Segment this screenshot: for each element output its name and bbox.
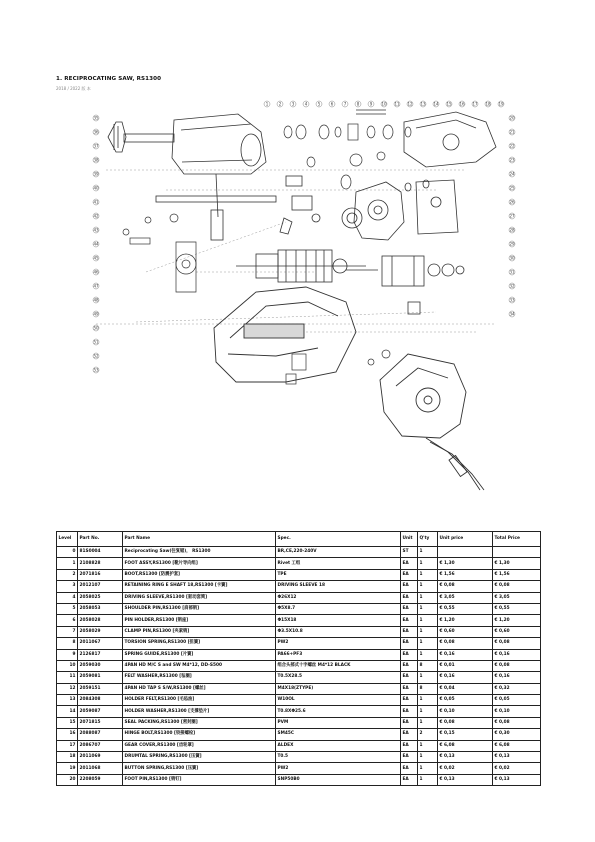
callout-label: 48 bbox=[93, 297, 99, 303]
cell-unit: EA bbox=[401, 569, 418, 580]
cell-unit: EA bbox=[401, 763, 418, 774]
table-row bbox=[57, 592, 541, 603]
cell-part-name: GEAR COVER,RS1300 [齿轮罩] bbox=[123, 740, 276, 751]
cell-part-no: 2012107 bbox=[78, 581, 123, 592]
cell-part-no: 2059030 bbox=[78, 660, 123, 671]
cell-level: 17 bbox=[57, 740, 78, 751]
cell-unit-price: € 0,13 bbox=[438, 774, 493, 785]
cell-unit: EA bbox=[401, 729, 418, 740]
cell-total-price: € 1,56 bbox=[493, 569, 541, 580]
cell-spec: T0.5X28.5 bbox=[276, 672, 401, 683]
cell-total-price: € 0,55 bbox=[493, 603, 541, 614]
cell-spec: BR,CE,220-240V bbox=[276, 547, 401, 558]
cell-unit: EA bbox=[401, 626, 418, 637]
callout-label: 31 bbox=[509, 269, 515, 275]
cell-unit-price: € 1,56 bbox=[438, 569, 493, 580]
cell-unit: EA bbox=[401, 649, 418, 660]
callout-label: 12 bbox=[407, 101, 413, 107]
cell-unit: EA bbox=[401, 695, 418, 706]
table-row bbox=[57, 638, 541, 649]
cell-total-price: € 0,16 bbox=[493, 672, 541, 683]
motor-housing-half bbox=[214, 287, 356, 382]
cell-unit-price: € 0,13 bbox=[438, 752, 493, 763]
table-row bbox=[57, 547, 541, 558]
cell-level: 10 bbox=[57, 660, 78, 671]
callout-label: 24 bbox=[509, 171, 515, 177]
cell-qty: 1 bbox=[418, 581, 438, 592]
cell-unit: EA bbox=[401, 603, 418, 614]
cell-part-name: DRUMTAL SPRING,RS1300 [压簧] bbox=[123, 752, 276, 763]
drive-shaft-part bbox=[156, 174, 312, 240]
cell-level: 18 bbox=[57, 752, 78, 763]
cell-qty: 1 bbox=[418, 774, 438, 785]
cell-part-no: 2058025 bbox=[78, 592, 123, 603]
cell-spec: Rivet 工组 bbox=[276, 558, 401, 569]
cell-level: 12 bbox=[57, 683, 78, 694]
cell-spec: PA66+PF3 bbox=[276, 649, 401, 660]
cell-part-name: DRIVING SLEEVE,RS1300 [驱动套筒] bbox=[123, 592, 276, 603]
cell-qty: 1 bbox=[418, 672, 438, 683]
table-row bbox=[57, 774, 541, 785]
cell-part-no: 2084308 bbox=[78, 695, 123, 706]
table-row bbox=[57, 558, 541, 569]
cell-part-name: SPRING GUIDE,RS1300 [片簧] bbox=[123, 649, 276, 660]
cell-total-price: € 0,08 bbox=[493, 717, 541, 728]
table-row bbox=[57, 569, 541, 580]
cell-spec: Φ5X8.7 bbox=[276, 603, 401, 614]
callout-label: 5 bbox=[317, 101, 321, 107]
callout-label: 21 bbox=[509, 129, 515, 135]
cell-level: 19 bbox=[57, 763, 78, 774]
callout-label: 1 bbox=[265, 101, 269, 107]
cell-unit: EA bbox=[401, 558, 418, 569]
cell-spec: M4X18(ZTYPE) bbox=[276, 683, 401, 694]
cell-total-price bbox=[493, 547, 541, 558]
cell-total-price: € 0,08 bbox=[493, 660, 541, 671]
cell-part-name: TORSION SPRING,RS1300 [扭簧] bbox=[123, 638, 276, 649]
cell-spec: T0.8XΦ25.6 bbox=[276, 706, 401, 717]
cell-qty: 1 bbox=[418, 752, 438, 763]
cell-part-name: HINGE BOLT,RS1300 [铰接螺栓] bbox=[123, 729, 276, 740]
cell-part-no: 2059151 bbox=[78, 683, 123, 694]
cell-spec: 组合头部式十字螺丝 M4*12 BLACK bbox=[276, 660, 401, 671]
cell-part-name: Reciprocating Saw(往复锯)， RS1300 bbox=[123, 547, 276, 558]
gear-housing bbox=[404, 112, 496, 191]
cell-part-no: 2071816 bbox=[78, 569, 123, 580]
cell-spec: ALDEX bbox=[276, 740, 401, 751]
cell-unit: EA bbox=[401, 752, 418, 763]
cell-part-no: 2071815 bbox=[78, 717, 123, 728]
callout-label: 51 bbox=[93, 339, 99, 345]
column-header-part-no: Part No. bbox=[78, 532, 123, 547]
cell-total-price: € 0,13 bbox=[493, 752, 541, 763]
cell-level: 9 bbox=[57, 649, 78, 660]
table-row bbox=[57, 706, 541, 717]
cell-unit-price: € 0,08 bbox=[438, 717, 493, 728]
cell-part-name: FOOT ASSY,RS1300 [靴片导向组] bbox=[123, 558, 276, 569]
callout-label: 36 bbox=[93, 129, 99, 135]
cell-unit-price: € 0,01 bbox=[438, 660, 493, 671]
callout-label: 37 bbox=[93, 143, 99, 149]
callout-label: 29 bbox=[509, 241, 515, 247]
cell-total-price: € 1,20 bbox=[493, 615, 541, 626]
cell-qty: 1 bbox=[418, 717, 438, 728]
cell-qty: 1 bbox=[418, 615, 438, 626]
cell-unit-price: € 1,20 bbox=[438, 615, 493, 626]
cell-qty: 1 bbox=[418, 763, 438, 774]
cell-part-name: 4PAN HD TAP S S/W,RS1300 [螺丝] bbox=[123, 683, 276, 694]
cell-unit-price: € 0,08 bbox=[438, 581, 493, 592]
cell-part-no: 2058029 bbox=[78, 626, 123, 637]
cell-unit: EA bbox=[401, 581, 418, 592]
callout-label: 26 bbox=[509, 199, 515, 205]
cell-level: 14 bbox=[57, 706, 78, 717]
callout-label: 17 bbox=[472, 101, 478, 107]
table-row bbox=[57, 581, 541, 592]
cell-spec: TPE bbox=[276, 569, 401, 580]
callout-label: 15 bbox=[446, 101, 452, 107]
cell-level: 6 bbox=[57, 615, 78, 626]
callout-label: 43 bbox=[93, 227, 99, 233]
cell-unit-price: € 1,30 bbox=[438, 558, 493, 569]
cell-qty: 1 bbox=[418, 592, 438, 603]
cell-part-name: BOOT,RS1300 [防震护套] bbox=[123, 569, 276, 580]
stator-part bbox=[346, 256, 464, 314]
cell-qty: 1 bbox=[418, 649, 438, 660]
cell-qty: 1 bbox=[418, 706, 438, 717]
callout-label: 10 bbox=[381, 101, 387, 107]
cell-unit-price: € 0,16 bbox=[438, 672, 493, 683]
exploded-view-diagram bbox=[56, 92, 540, 494]
cell-total-price: € 0,30 bbox=[493, 729, 541, 740]
cell-unit: EA bbox=[401, 638, 418, 649]
parts-list-body bbox=[57, 547, 541, 786]
cell-level: 2 bbox=[57, 569, 78, 580]
cell-total-price: € 0,13 bbox=[493, 774, 541, 785]
cell-level: 0 bbox=[57, 547, 78, 558]
cell-part-name: CLAMP PIN,RS1300 [夹紧销] bbox=[123, 626, 276, 637]
cell-qty: 1 bbox=[418, 695, 438, 706]
callout-label: 9 bbox=[369, 101, 373, 107]
handle-housing bbox=[380, 354, 466, 438]
callout-label: 14 bbox=[433, 101, 439, 107]
page-subtitle: 2018 / 2022 版 本 bbox=[56, 86, 91, 91]
cell-unit-price: € 0,16 bbox=[438, 649, 493, 660]
cell-unit: EA bbox=[401, 660, 418, 671]
cell-qty: 1 bbox=[418, 558, 438, 569]
table-row bbox=[57, 717, 541, 728]
cell-total-price: € 1,30 bbox=[493, 558, 541, 569]
cell-part-no: 2126817 bbox=[78, 649, 123, 660]
cell-part-no: 2058053 bbox=[78, 603, 123, 614]
callout-label: 32 bbox=[509, 283, 515, 289]
cell-part-name: SEAL PACKING,RS1300 [密封圈] bbox=[123, 717, 276, 728]
cell-spec: Φ26X12 bbox=[276, 592, 401, 603]
callout-label: 30 bbox=[509, 255, 515, 261]
cell-qty: 8 bbox=[418, 683, 438, 694]
table-row bbox=[57, 615, 541, 626]
cell-part-name: 4PAN HD M/C S and SW M4*12, DD-S500 bbox=[123, 660, 276, 671]
cell-level: 7 bbox=[57, 626, 78, 637]
column-header-level: Level bbox=[57, 532, 78, 547]
cell-part-name: FOOT PIN,RS1300 [销钉] bbox=[123, 774, 276, 785]
cell-total-price: € 0,05 bbox=[493, 695, 541, 706]
table-row bbox=[57, 649, 541, 660]
cell-part-no: 2011069 bbox=[78, 752, 123, 763]
cell-unit: EA bbox=[401, 672, 418, 683]
cell-qty: 1 bbox=[418, 626, 438, 637]
cell-unit-price bbox=[438, 547, 493, 558]
table-row bbox=[57, 729, 541, 740]
cell-unit: EA bbox=[401, 774, 418, 785]
cell-part-name: HOLDER WASHER,RS1300 [支撑垫片] bbox=[123, 706, 276, 717]
column-header-part-name: Part Name bbox=[123, 532, 276, 547]
cell-spec: PW2 bbox=[276, 638, 401, 649]
callout-label: 34 bbox=[509, 311, 515, 317]
table-row bbox=[57, 660, 541, 671]
cell-unit-price: € 0,60 bbox=[438, 626, 493, 637]
cell-part-name: SHOULDER PIN,RS1300 [肩部销] bbox=[123, 603, 276, 614]
cell-spec: PVM bbox=[276, 717, 401, 728]
cell-total-price: € 0,02 bbox=[493, 763, 541, 774]
callout-label: 25 bbox=[509, 185, 515, 191]
table-row bbox=[57, 683, 541, 694]
callout-label: 53 bbox=[93, 367, 99, 373]
callout-label: 47 bbox=[93, 283, 99, 289]
cell-level: 8 bbox=[57, 638, 78, 649]
cell-part-no: 81S0004 bbox=[78, 547, 123, 558]
cell-part-name: HOLDER FELT,RS1300 [毛毡油] bbox=[123, 695, 276, 706]
cell-total-price: € 0,08 bbox=[493, 581, 541, 592]
cell-level: 11 bbox=[57, 672, 78, 683]
callout-label: 41 bbox=[93, 199, 99, 205]
callout-label: 27 bbox=[509, 213, 515, 219]
cell-part-no: 2011068 bbox=[78, 763, 123, 774]
cell-unit: EA bbox=[401, 615, 418, 626]
callout-label: 28 bbox=[509, 227, 515, 233]
column-header-total-price: Total Price bbox=[493, 532, 541, 547]
callout-label: 39 bbox=[93, 171, 99, 177]
callout-label: 38 bbox=[93, 157, 99, 163]
cell-unit-price: € 0,55 bbox=[438, 603, 493, 614]
cell-part-no: 2108828 bbox=[78, 558, 123, 569]
cell-unit: EA bbox=[401, 683, 418, 694]
power-cord bbox=[426, 438, 484, 490]
cell-qty: 1 bbox=[418, 547, 438, 558]
small-parts-row bbox=[284, 110, 411, 189]
callout-label: 45 bbox=[93, 255, 99, 261]
cell-part-no: 2086707 bbox=[78, 740, 123, 751]
callout-label: 52 bbox=[93, 353, 99, 359]
cell-part-no: 2058028 bbox=[78, 615, 123, 626]
table-row bbox=[57, 763, 541, 774]
cell-level: 1 bbox=[57, 558, 78, 569]
cell-qty: 1 bbox=[418, 569, 438, 580]
callout-label: 42 bbox=[93, 213, 99, 219]
side-plate-part bbox=[416, 180, 458, 234]
callout-label: 20 bbox=[509, 115, 515, 121]
table-row bbox=[57, 695, 541, 706]
callout-label: 44 bbox=[93, 241, 99, 247]
callout-label: 11 bbox=[394, 101, 400, 107]
column-header-unit: Unit bbox=[401, 532, 418, 547]
table-header-row bbox=[57, 532, 541, 547]
cell-total-price: € 6,08 bbox=[493, 740, 541, 751]
cell-part-name: PIN HOLDER,RS1300 [销座] bbox=[123, 615, 276, 626]
cell-part-no: 2088087 bbox=[78, 729, 123, 740]
callout-label: 2 bbox=[278, 101, 282, 107]
cell-total-price: € 0,10 bbox=[493, 706, 541, 717]
callout-label: 49 bbox=[93, 311, 99, 317]
cell-unit-price: € 0,04 bbox=[438, 683, 493, 694]
cell-total-price: € 0,16 bbox=[493, 649, 541, 660]
cell-unit-price: € 0,05 bbox=[438, 695, 493, 706]
cell-level: 15 bbox=[57, 717, 78, 728]
callout-label: 6 bbox=[330, 101, 334, 107]
cell-spec: W10OL bbox=[276, 695, 401, 706]
cell-part-no: 2011067 bbox=[78, 638, 123, 649]
column-header-unit-price: Unit price bbox=[438, 532, 493, 547]
left-small-parts bbox=[123, 214, 196, 292]
cell-spec: DRIVING SLEEVE 18 bbox=[276, 581, 401, 592]
motor-armature bbox=[236, 250, 366, 282]
callout-label: 33 bbox=[509, 297, 515, 303]
cell-level: 5 bbox=[57, 603, 78, 614]
cell-spec: Φ15X18 bbox=[276, 615, 401, 626]
column-header-spec: Spec. bbox=[276, 532, 401, 547]
callout-label: 22 bbox=[509, 143, 515, 149]
cell-qty: 1 bbox=[418, 603, 438, 614]
rubber-boot-part bbox=[172, 114, 266, 174]
table-row bbox=[57, 752, 541, 763]
cell-unit: EA bbox=[401, 706, 418, 717]
cell-spec: SNP50B0 bbox=[276, 774, 401, 785]
callout-label: 8 bbox=[356, 101, 360, 107]
table-row bbox=[57, 626, 541, 637]
callout-label: 13 bbox=[420, 101, 426, 107]
cell-total-price: € 0,32 bbox=[493, 683, 541, 694]
table-row bbox=[57, 740, 541, 751]
cell-unit-price: € 0,02 bbox=[438, 763, 493, 774]
cell-part-name: FELT WASHER,RS1300 [毡圈] bbox=[123, 672, 276, 683]
cell-total-price: € 0,60 bbox=[493, 626, 541, 637]
callout-label: 18 bbox=[485, 101, 491, 107]
cell-qty: 2 bbox=[418, 729, 438, 740]
blade-foot-assembly bbox=[108, 122, 174, 152]
callout-label: 46 bbox=[93, 269, 99, 275]
cell-spec: T0.5 bbox=[276, 752, 401, 763]
cell-part-no: 2208059 bbox=[78, 774, 123, 785]
cell-qty: 1 bbox=[418, 740, 438, 751]
page-title: 1. RECIPROCATING SAW, RS1300 bbox=[56, 76, 162, 82]
callout-label: 40 bbox=[93, 185, 99, 191]
column-header-qty: Q'ty bbox=[418, 532, 438, 547]
cell-spec: Φ3.5X10.8 bbox=[276, 626, 401, 637]
table-row bbox=[57, 672, 541, 683]
callout-label: 19 bbox=[498, 101, 504, 107]
cell-part-name: RETAINING RING E SHAFT 18,RS1300 [卡簧] bbox=[123, 581, 276, 592]
callout-label: 7 bbox=[343, 101, 347, 107]
cell-unit-price: € 0,10 bbox=[438, 706, 493, 717]
cell-unit: EA bbox=[401, 592, 418, 603]
cell-total-price: € 0,08 bbox=[493, 638, 541, 649]
callout-label: 23 bbox=[509, 157, 515, 163]
cell-unit-price: € 0,15 bbox=[438, 729, 493, 740]
cell-level: 4 bbox=[57, 592, 78, 603]
cell-level: 13 bbox=[57, 695, 78, 706]
cell-level: 3 bbox=[57, 581, 78, 592]
callout-label: 4 bbox=[304, 101, 308, 107]
cell-level: 20 bbox=[57, 774, 78, 785]
cell-part-no: 2059081 bbox=[78, 672, 123, 683]
cell-part-name: BUTTON SPRING,RS1300 [压簧] bbox=[123, 763, 276, 774]
cell-unit: EA bbox=[401, 717, 418, 728]
cell-spec: SM45C bbox=[276, 729, 401, 740]
parts-list-table bbox=[56, 531, 541, 786]
cell-unit-price: € 3,05 bbox=[438, 592, 493, 603]
table-row bbox=[57, 603, 541, 614]
cell-qty: 8 bbox=[418, 660, 438, 671]
cell-qty: 1 bbox=[418, 638, 438, 649]
callout-label: 16 bbox=[459, 101, 465, 107]
cell-unit-price: € 6,08 bbox=[438, 740, 493, 751]
callout-label: 35 bbox=[93, 115, 99, 121]
cell-unit: EA bbox=[401, 740, 418, 751]
cell-part-no: 2059087 bbox=[78, 706, 123, 717]
cell-level: 16 bbox=[57, 729, 78, 740]
callout-label: 50 bbox=[93, 325, 99, 331]
cell-unit-price: € 0,08 bbox=[438, 638, 493, 649]
cell-total-price: € 3,05 bbox=[493, 592, 541, 603]
callout-label: 3 bbox=[291, 101, 295, 107]
cell-unit: ST bbox=[401, 547, 418, 558]
cell-spec: PW2 bbox=[276, 763, 401, 774]
